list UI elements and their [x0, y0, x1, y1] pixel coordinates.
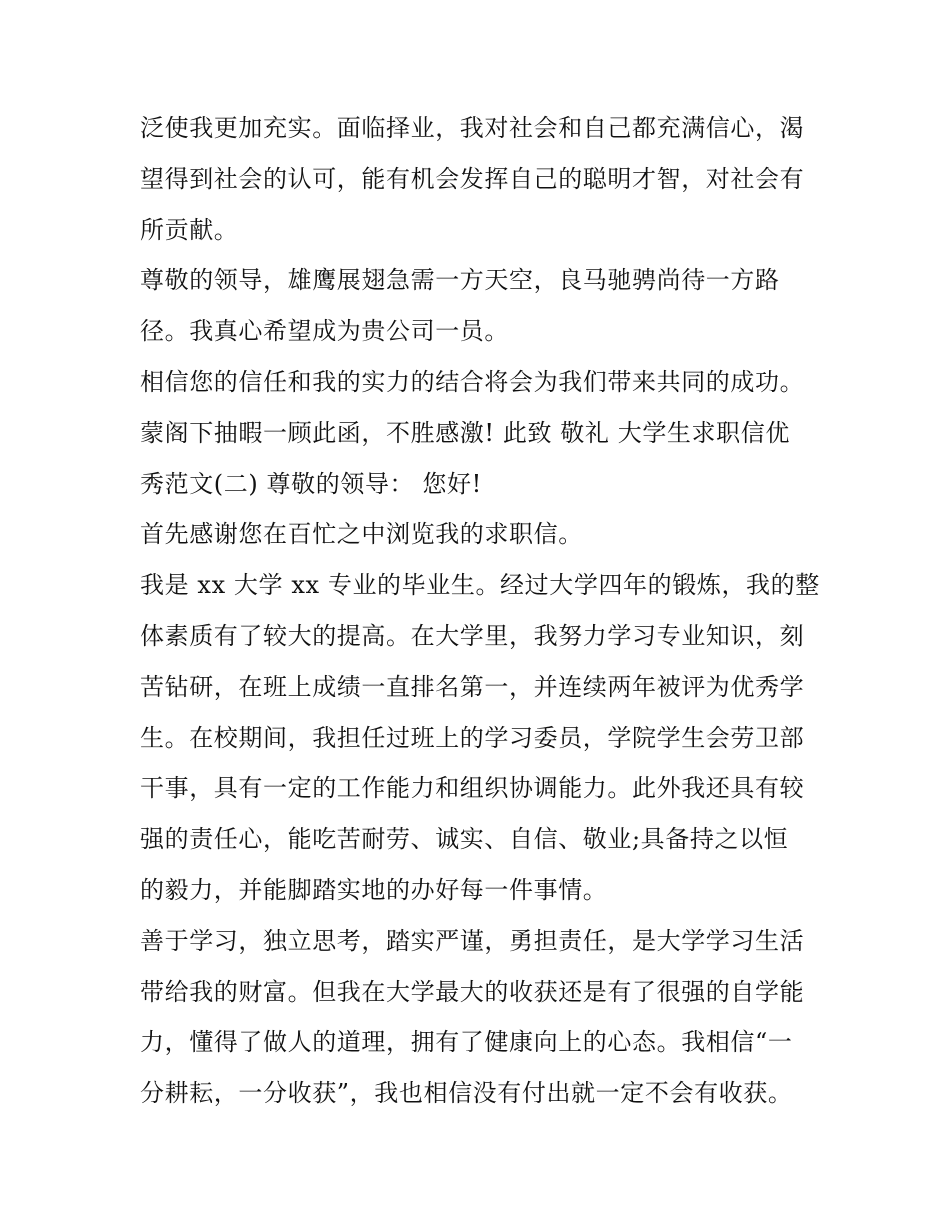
text-line: 所贡献。 — [140, 215, 239, 244]
text-line: 相信您的信任和我的实力的结合将会为我们带来共同的成功。 — [140, 367, 805, 396]
body-text — [140, 103, 820, 1119]
text-line: 蒙阁下抽暇一顾此函，不胜感激! 此致 敬礼 大学生求职信优 — [140, 418, 790, 447]
text-line: 分耕耘，一分收获”，我也相信没有付出就一定不会有收获。 — [140, 1079, 793, 1108]
text-line: 我是 xx 大学 xx 专业的毕业生。经过大学四年的锻炼，我的整 — [140, 571, 820, 600]
text-line: 秀范文(二) 尊敬的领导： 您好! — [140, 469, 482, 498]
text-line: 生。在校期间，我担任过班上的学习委员，学院学生会劳卫部 — [140, 723, 805, 752]
text-line: 体素质有了较大的提高。在大学里，我努力学习专业知识，刻 — [140, 621, 805, 650]
text-line: 善于学习，独立思考，踏实严谨，勇担责任，是大学学习生活 — [140, 926, 805, 955]
text-line: 望得到社会的认可，能有机会发挥自己的聪明才智，对社会有 — [140, 164, 805, 193]
text-line: 力，懂得了做人的道理，拥有了健康向上的心态。我相信“一 — [140, 1028, 793, 1057]
text-line: 的毅力，并能脚踏实地的办好每一件事情。 — [140, 875, 608, 904]
text-line: 泛使我更加充实。面临择业，我对社会和自己都充满信心，渴 — [140, 114, 805, 142]
text-line: 径。我真心希望成为贵公司一员。 — [140, 317, 509, 346]
text-line: 强的责任心，能吃苦耐劳、诚实、自信、敬业;具备持之以恒 — [140, 825, 789, 854]
text-line: 尊敬的领导，雄鹰展翅急需一方天空，良马驰骋尚待一方路 — [140, 266, 780, 295]
text-line: 带给我的财富。但我在大学最大的收获还是有了很强的自学能 — [140, 977, 805, 1006]
text-line: 首先感谢您在百忙之中浏览我的求职信。 — [140, 520, 583, 549]
text-line: 苦钻研，在班上成绩一直排名第一，并连续两年被评为优秀学 — [140, 672, 805, 701]
text-line: 干事，具有一定的工作能力和组织协调能力。此外我还具有较 — [140, 774, 805, 803]
